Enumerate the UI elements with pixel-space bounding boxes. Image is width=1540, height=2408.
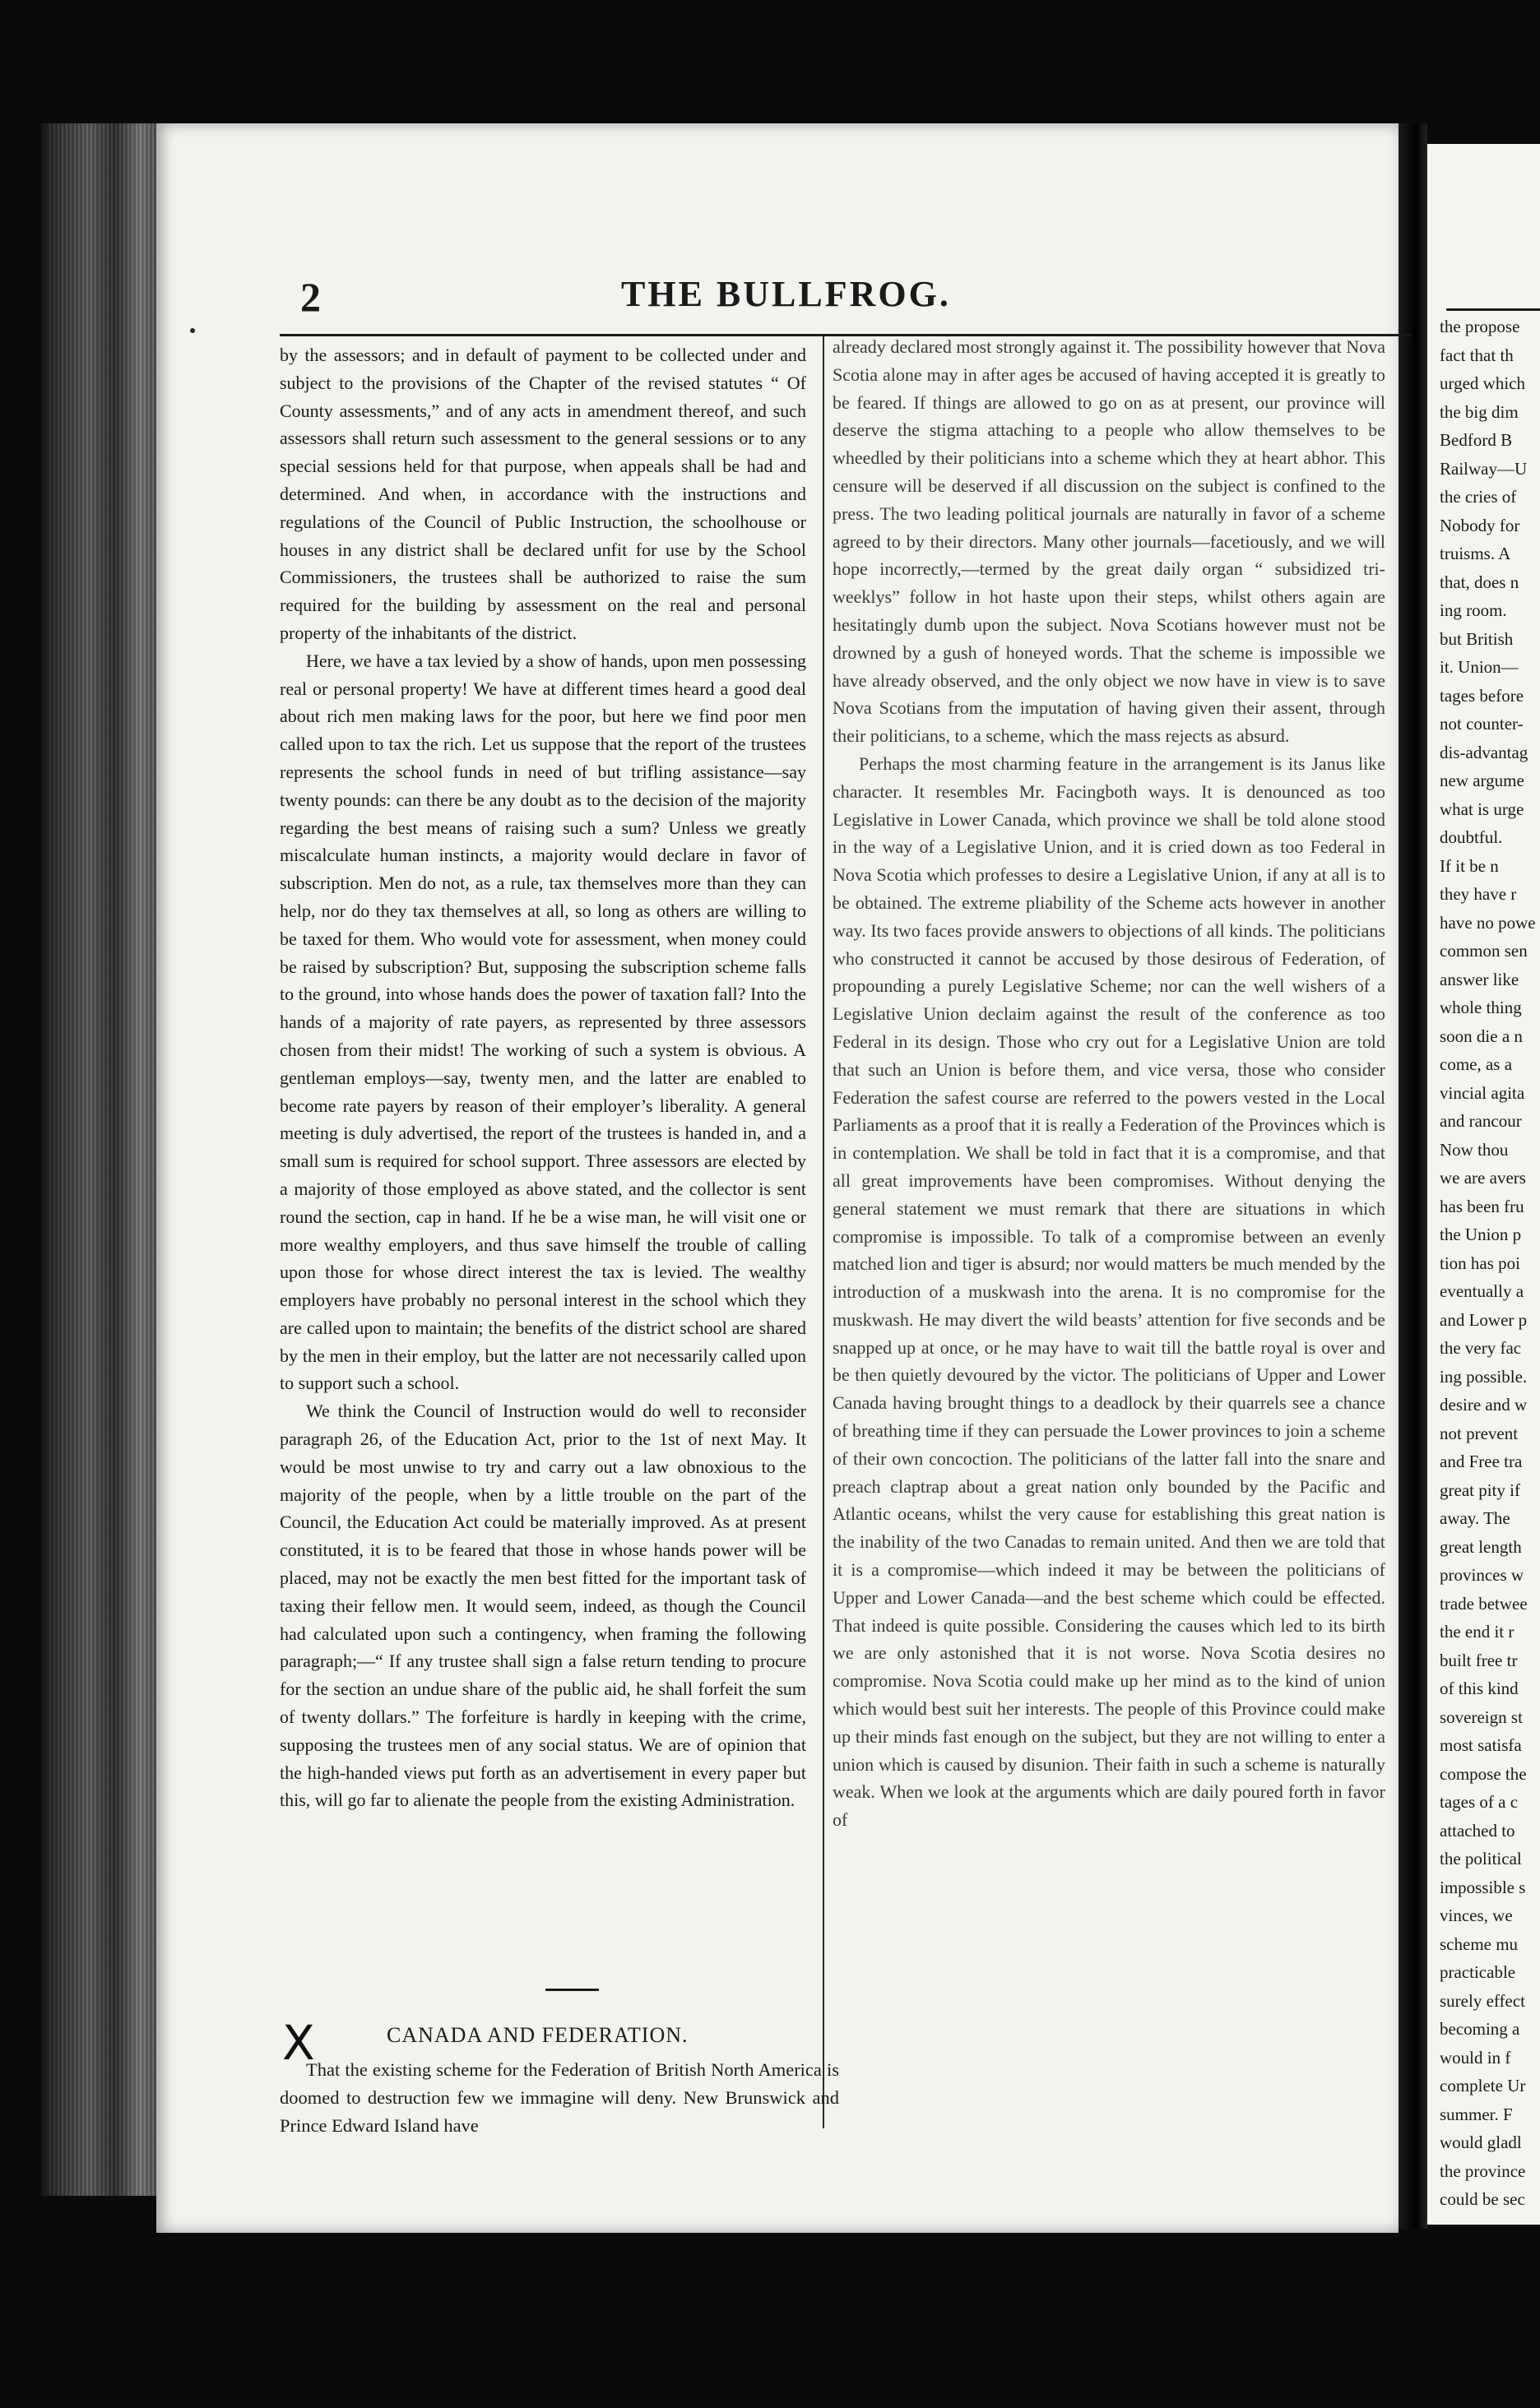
next-page-header-rule (1446, 308, 1540, 311)
partial-line: the very fac (1440, 1338, 1522, 1358)
partial-line: ing possible. (1440, 1366, 1528, 1387)
section-heading: CANADA AND FEDERATION. (387, 2023, 689, 2047)
handwritten-x-mark: X (282, 2015, 315, 2071)
partial-line: new argume (1440, 771, 1524, 790)
section-body (280, 2056, 839, 2140)
partial-line: the Union p (1440, 1225, 1522, 1244)
partial-line: not prevent (1440, 1423, 1519, 1443)
partial-line: Nobody for (1440, 515, 1520, 535)
masthead-title: THE BULLFROG. (621, 274, 951, 314)
partial-line: most satisfa (1440, 1735, 1522, 1755)
page-number: 2 (300, 274, 321, 320)
column-one (280, 341, 806, 1814)
partial-line: and Free tra (1440, 1452, 1523, 1471)
partial-line: truisms. A (1440, 544, 1511, 563)
partial-line: ing room. (1440, 600, 1507, 620)
partial-line: would gladl (1440, 2132, 1522, 2152)
partial-line: the political (1440, 1849, 1522, 1869)
partial-line: Railway—U (1440, 458, 1528, 479)
partial-line: Now thou (1440, 1139, 1509, 1160)
partial-line: of this kind (1440, 1679, 1519, 1698)
partial-line: not counter- (1440, 714, 1524, 734)
partial-line: trade betwee (1440, 1593, 1528, 1614)
article-paragraph: That the existing scheme for the Federation of British North America is doomed to destruction few we immagine will deny. New Brunswick and Prince Edward Island have (280, 2059, 839, 2136)
partial-line: whole thing (1440, 998, 1522, 1017)
partial-line: tion has poi (1440, 1253, 1520, 1273)
partial-line: that, does n (1440, 572, 1519, 592)
partial-line: and Lower p (1440, 1309, 1528, 1330)
article-paragraph: by the assessors; and in default of payment to be collected under and subject to the provisions of the Chapter of the revised statutes “ Of County assessments,” and of any acts in amendment thereof, and such assessors shall return such assessment to the general sessions or to any special sessions held for that purpose, when appeals shall be had and determined. And when, in accordance with the instructions and regulations of the Council of Public Instruction, the schoolhouse or houses in any district shall be declared unfit for use by the School Commissioners, the trustees shall be authorized to raise the sum required for the building by assessment on the real and personal property of the inhabitants of the district. (280, 345, 806, 643)
column-divider (823, 336, 824, 2128)
partial-line: If it be n (1440, 855, 1499, 876)
partial-line: eventually a (1440, 1281, 1524, 1301)
partial-line: could be sec (1440, 2189, 1525, 2209)
partial-line: becoming a (1440, 2019, 1520, 2039)
partial-line: away. The (1440, 1508, 1510, 1528)
partial-line: the end it r (1440, 1622, 1514, 1642)
partial-line: has been fru (1440, 1196, 1524, 1216)
partial-line: Bedford B (1440, 430, 1513, 450)
partial-line: answer like (1440, 969, 1519, 989)
partial-line: surely effect (1440, 1990, 1525, 2011)
partial-line: the propose (1440, 317, 1520, 336)
partial-line: the province (1440, 2160, 1526, 2181)
partial-line: dis-advantag (1440, 742, 1528, 762)
partial-line: it. Union— (1440, 657, 1519, 677)
partial-line: vinces, we (1440, 1906, 1513, 1925)
partial-line: have no powe (1440, 912, 1536, 933)
section-separator (545, 1989, 599, 1991)
partial-line: the big dim (1440, 401, 1519, 422)
partial-line: summer. F (1440, 2104, 1513, 2124)
margin-dot (190, 328, 195, 333)
partial-line: vincial agita (1440, 1082, 1525, 1103)
article-paragraph: We think the Council of Instruction would do well to reconsider paragraph 26, of the Education Act, prior to the 1st of next May. It would be most unwise to try and carry out a law obnoxious to the majority of the people, when by a little trouble on the part of the Council, the Education Act could be materially improved. As at present constituted, it is to be feared that those in whose hands power will be placed, may not be exactly the men best fitted for the important task of taxing their fellow men. It would seem, indeed, as though the Council had calculated upon such a contingency, when framing the following paragraph;—“ If any trustee shall sign a false return tending to procure for the section an undue share of the public aid, he shall forfeit the sum of twenty dollars.” The forfeiture is hardly in keeping with the crime, supposing the trustees men of any social status. We are of opinion that the high-handed views put forth as an advertisement in every paper but this, will go far to alienate the people from the existing Administration. (280, 1401, 806, 1811)
partial-line: desire and w (1440, 1395, 1528, 1415)
column-two (833, 333, 1385, 1834)
partial-line: compose the (1440, 1763, 1527, 1784)
partial-line: but British (1440, 628, 1514, 649)
partial-line: common sen (1440, 941, 1528, 961)
partial-line: they have r (1440, 884, 1517, 904)
partial-line: great length (1440, 1536, 1522, 1557)
partial-line: what is urge (1440, 799, 1524, 819)
article-paragraph: Here, we have a tax levied by a show of hands, upon men possessing real or personal property! We have at different times heard a good deal about rich men making laws for the poor, but here we find poor men called upon to tax the rich. Let us suppose that the report of the trustees represents the school funds in need of but trifling assistance—say twenty pounds: can there be any doubt as to the decision of the majority regarding the best means of raising such a sum? Unless we greatly miscalculate human instincts, a majority would declare in favor of subscription. Men do not, as a rule, tax themselves more than they can help, nor do they tax themselves at all, so long as others are willing to be taxed for them. Who would vote for assessment, when money could be raised by subscription? But, supposing the subscription scheme falls to the ground, into whose hands does the power of taxation fall? Into the hands of a majority of rate payers, as represented by three assessors chosen from their midst! The working of such a system is obvious. A gentleman employs—say, twenty men, and the latter are enabled to become rate payers by reason of their employer’s liberality. A general meeting is duly advertised, the report of the trustees is handed in, and a small sum is required for school support. Three assessors are elected by a majority of those employed as above stated, and the collector is sent round the section, cap in hand. If he be a wise man, he will visit one or more wealthy employers, and thus save himself the trouble of calling upon those for whose direct interest the tax is levied. The wealthy employers have probably no personal interest in the school which they are called upon to maintain; the benefits of the district school are shared by the men in their employ, but the latter are not necessarily called upon to support such a school. (280, 650, 806, 1394)
partial-line: practicable (1440, 1962, 1516, 1982)
partial-line: would in f (1440, 2047, 1511, 2068)
partial-line: attached to (1440, 1820, 1515, 1841)
binding-texture (49, 123, 156, 2196)
page-gutter (1399, 123, 1427, 2229)
partial-line: sovereign st (1440, 1706, 1523, 1727)
partial-line: built free tr (1440, 1650, 1518, 1670)
partial-line: soon die a n (1440, 1026, 1523, 1046)
partial-line: urged which (1440, 373, 1526, 393)
partial-line: great pity if (1440, 1480, 1520, 1500)
article-paragraph: already declared most strongly against it. The possibility however that Nova Scotia alone may in after ages be accused of having accepted it is greatly to be feared. If things are allowed to go on as at present, our province will deserve the stigma attaching to a people who allow themselves to be wheedled by their politicians into a scheme which they at heart abhor. This censure will be deserved if all discussion on the subject is confined to the press. The two leading political journals are naturally in favor of a scheme agreed to by their directors. Many other journals—facetiously, and we will hope incorrectly,—termed by the great daily organ “ subsidized tri-weeklys” follow in hot haste upon their steps, whilst others again are hesitatingly dumb upon the subject. Nova Scotians however must not be drowned by a gush of honeyed words. That the scheme is impossible we have already observed, and the only object we now have in view is to save Nova Scotians from the imputation of having given their assent, through their politicians, to a scheme, which the mass rejects as absurd. (833, 336, 1385, 747)
partial-line: doubtful. (1440, 827, 1503, 847)
partial-line: we are avers (1440, 1168, 1526, 1188)
column-three-partial (1440, 313, 1540, 2214)
partial-line: fact that th (1440, 345, 1514, 365)
partial-line: tages of a c (1440, 1792, 1519, 1812)
partial-line: provinces w (1440, 1565, 1524, 1585)
partial-line: come, as a (1440, 1054, 1513, 1074)
partial-line: scheme mu (1440, 1933, 1519, 1954)
partial-line: the cries of (1440, 487, 1517, 507)
partial-line: impossible s (1440, 1877, 1526, 1897)
article-paragraph: Perhaps the most charming feature in the arrangement is its Janus like character. It resembles Mr. Facingboth ways. It is denounced as too Legislative in Lower Canada, which province we shall be told alone stood in the way of a Legislative Union, and it is cried down as too Federal in Nova Scotia which professes to desire a Legislative Union, if any at all is to be obtained. The extreme pliability of the Scheme acts however in another way. Its two faces provide answers to objections of all kinds. The politicians who constructed it cannot be accused by those desirous of Federation, of propounding a purely Legislative Scheme; nor can the well wishers of a Legislative Union declaim against the result of the conference as too Federal in its design. Those who cry out for a Legislative Union are told that such an Union is before them, and vice versa, those who consider Federation the safest course are referred to the powers vested in the Local Parliaments as a proof that it is really a Federation of the Provinces which is in contemplation. We shall be told in fact that it is a compromise, and that all great improvements have been compromises. Without denying the general statement we must remark that there are situations in which compromise is impossible. To talk of a compromise between an evenly matched lion and tiger is absurd; nor would matters be much mended by the introduction of a muskwash into the arena. It is no compromise for the muskwash. He may divert the wild beasts’ attention for five seconds and be snapped up at once, or he may have to wait till the battle royal is over and be then quietly devoured by the victor. The politicians of Upper and Lower Canada having brought things to a deadlock by their quarrels see a chance of breathing time if they can persuade the Lower provinces to join a scheme of their own concoction. The politicians of the latter fall into the snare and preach claptrap about a great nation only bounded by the Pacific and Atlantic oceans, whilst the very cause for establishing this great nation is the inability of the two Canadas to remain united. And then we are told that it is a compromise—which indeed it may be between the politicians of Upper and Lower Canada—and the best scheme which could be effected. That indeed is quite possible. Considering the causes which led to its birth we are only astonished that it is not worse. Nova Scotia desires no compromise. Nova Scotia could make up her mind as to the kind of union which would best suit her interests. The people of this Province could make up their minds fast enough on the subject, but they are not willing to enter a union which is caused by disunion. Their faith in such a scheme is naturally weak. When we look at the arguments which are daily poured forth in favor of (833, 752, 1385, 1831)
partial-line: complete Ur (1440, 2076, 1526, 2095)
partial-line: tages before (1440, 685, 1524, 706)
partial-line: and rancour (1440, 1111, 1522, 1131)
